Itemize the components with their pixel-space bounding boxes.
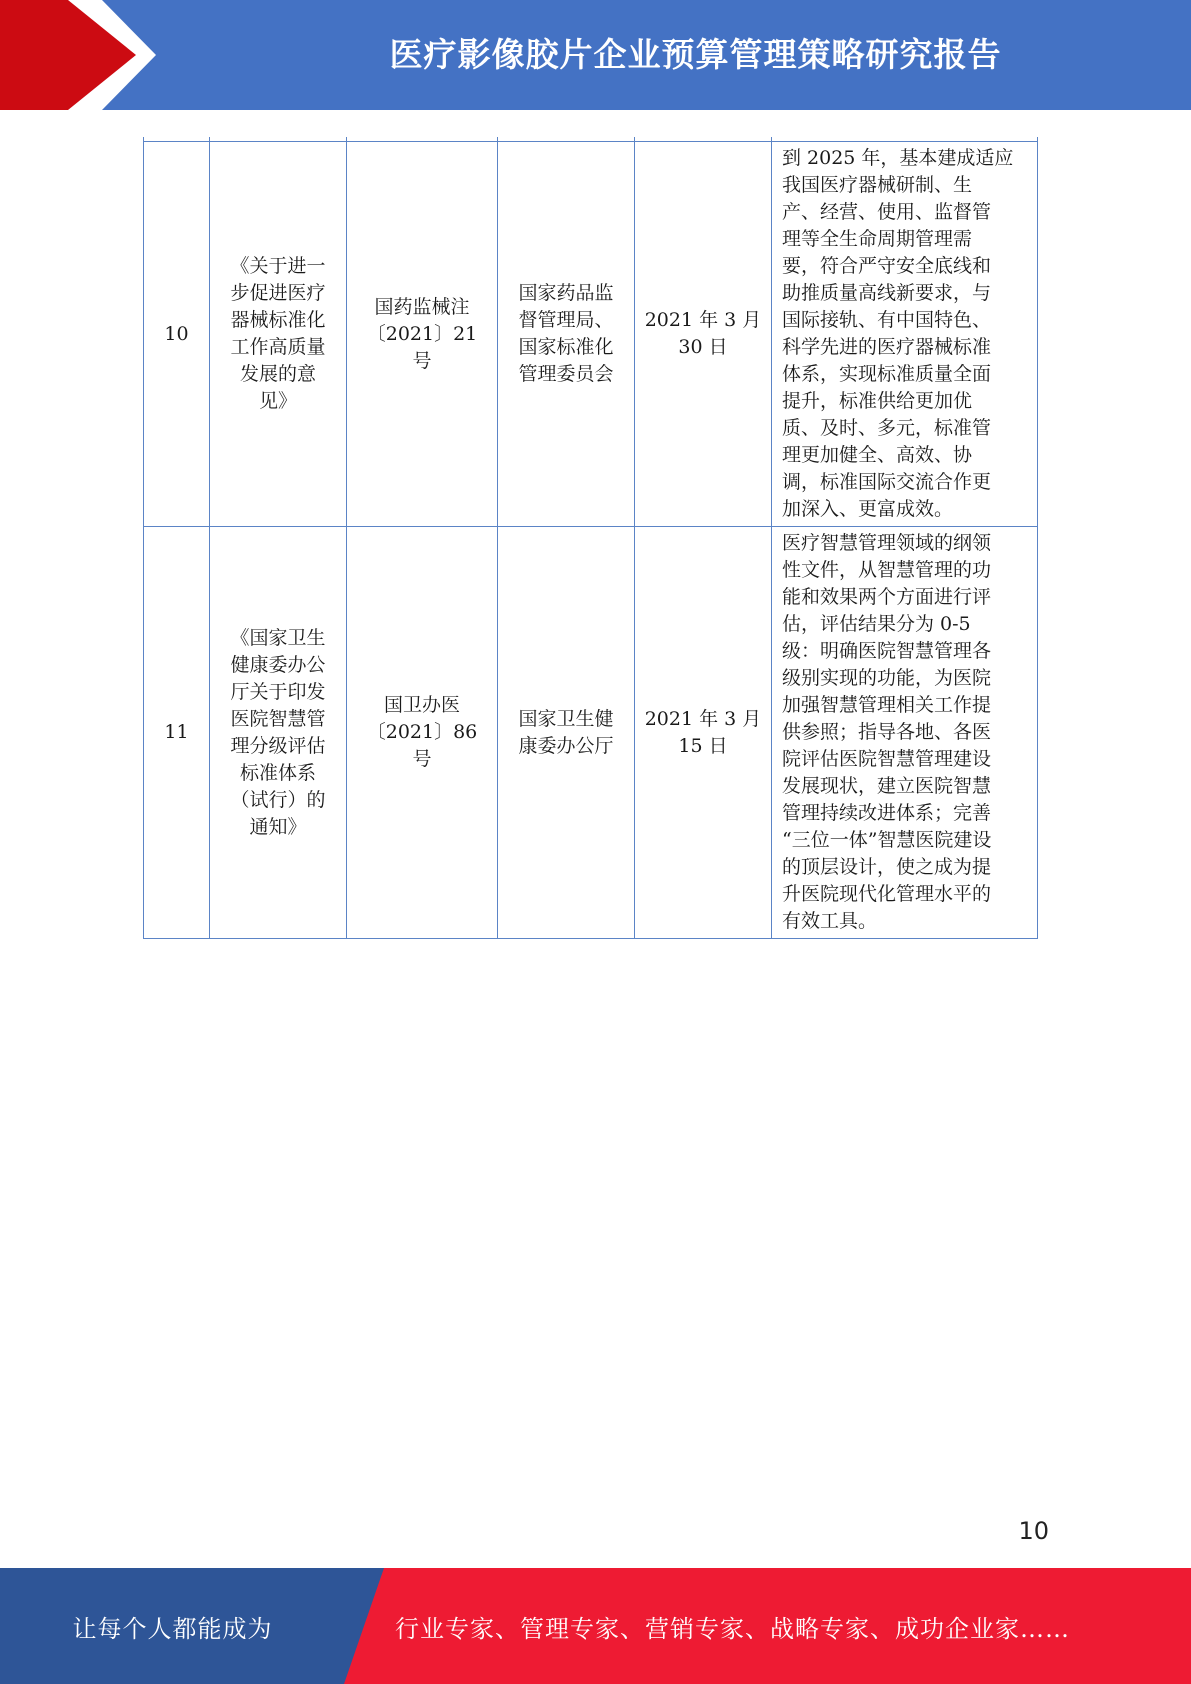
table-row — [144, 142, 1038, 527]
cell-text-line: “三位一体”智慧医院建设 — [782, 829, 992, 851]
cell-text-line: 通知》 — [249, 815, 307, 838]
cell-text-line: 理更加健全、高效、协 — [782, 444, 973, 466]
cell-text-line: 到 2025 年，基本建成适应 — [782, 147, 1014, 169]
cell-text-line: 供参照；指导各地、各医 — [782, 721, 992, 743]
cell-text-line: 要，符合严守安全底线和 — [782, 255, 992, 277]
cell-text-line: 性文件，从智慧管理的功 — [782, 559, 992, 581]
footer-slogan-left: 让每个人都能成为 — [72, 1614, 273, 1643]
policy-name-cell — [210, 142, 347, 527]
cell-text-line: 《国家卫生 — [230, 626, 326, 649]
cell-text-line: 督管理局、 — [518, 309, 614, 331]
cell-text-line: 2021 年 3 月 — [644, 309, 762, 331]
cell-text-line: 加强智慧管理相关工作提 — [782, 694, 992, 716]
date-cell — [635, 142, 772, 527]
cell-text-line: 产、经营、使用、监督管 — [782, 201, 992, 223]
page-footer — [0, 1568, 1191, 1684]
cell-text-line: （试行）的 — [230, 788, 326, 811]
cell-text-line: 医疗智慧管理领域的纲领 — [782, 532, 992, 554]
description-cell — [772, 527, 1038, 939]
policy-name-cell — [210, 527, 347, 939]
cell-text-line: 有效工具。 — [782, 910, 878, 932]
cell-text-line: 医院智慧管 — [230, 707, 326, 730]
cell-text-line: 级：明确医院智慧管理各 — [782, 640, 992, 662]
cell-text-line: 提升，标准供给更加优 — [782, 390, 973, 412]
page-header — [0, 0, 1191, 110]
cell-text-line: 步促进医疗 — [230, 282, 326, 304]
row-number-cell: 11 — [144, 527, 210, 939]
date-cell — [635, 527, 772, 939]
cell-text-line: 体系，实现标准质量全面 — [782, 363, 992, 385]
cell-text-line: 我国医疗器械研制、生 — [782, 174, 973, 196]
cell-text-line: 见》 — [258, 390, 297, 412]
cell-text-line: 助推质量高线新要求，与 — [782, 282, 992, 304]
cell-text-line: 发展的意 — [239, 363, 316, 385]
cell-text-line: 标准体系 — [239, 761, 316, 784]
cell-text-line: 国家卫生健 — [518, 707, 614, 730]
document-number-cell — [347, 527, 498, 939]
cell-text-line: 管理委员会 — [518, 363, 614, 385]
cell-text-line: 升医院现代化管理水平的 — [782, 883, 992, 905]
cell-text-line: 质、及时、多元，标准管 — [782, 417, 992, 439]
cell-text-line: 国际接轨、有中国特色、 — [782, 309, 992, 331]
document-number-cell — [347, 142, 498, 527]
cell-text-line: 国卫办医 — [383, 694, 460, 716]
cell-text-line: 发展现状，建立医院智慧 — [782, 775, 992, 797]
cell-text-line: 国家药品监 — [518, 282, 614, 304]
cell-text-line: 科学先进的医疗器械标准 — [782, 336, 992, 358]
cell-text-line: 的顶层设计，使之成为提 — [782, 856, 992, 878]
cell-text-line: 康委办公厅 — [518, 734, 614, 757]
cell-text-line: 国药监械注 — [374, 295, 470, 318]
cell-text-line: 厅关于印发 — [230, 680, 326, 703]
footer-slogan-right: 行业专家、管理专家、营销专家、战略专家、成功企业家…… — [395, 1614, 1070, 1643]
cell-text-line: 《关于进一 — [230, 255, 326, 277]
cell-text-line: 管理持续改进体系；完善 — [782, 802, 992, 824]
cell-text-line: 器械标准化 — [230, 309, 326, 331]
cell-text-line: 估，评估结果分为 0-5 — [782, 613, 971, 635]
report-title: 医疗影像胶片企业预算管理策略研究报告 — [389, 35, 1002, 74]
cell-text-line: 院评估医院智慧管理建设 — [782, 748, 992, 770]
cell-text-line: 调，标准国际交流合作更 — [782, 471, 992, 493]
cell-text-line: 能和效果两个方面进行评 — [782, 586, 992, 608]
cell-text-line: 理等全生命周期管理需 — [782, 228, 973, 250]
cell-text-line: 健康委办公 — [230, 653, 326, 676]
cell-text-line: 15 日 — [678, 734, 728, 757]
cell-text-line: 工作高质量 — [230, 336, 326, 358]
issuer-cell — [498, 527, 635, 939]
cell-text-line: 〔2021〕86 号 — [366, 721, 478, 770]
cell-text-line: 2021 年 3 月 — [644, 707, 762, 730]
cell-text-line: 理分级评估 — [230, 734, 326, 757]
policy-table — [143, 137, 1038, 939]
table-row — [144, 527, 1038, 939]
page-number: 10 — [1018, 1517, 1049, 1545]
description-cell — [772, 142, 1038, 527]
issuer-cell — [498, 142, 635, 527]
cell-text-line: 30 日 — [678, 336, 728, 358]
cell-text-line: 国家标准化 — [518, 336, 614, 358]
cell-text-line: 级别实现的功能，为医院 — [782, 667, 992, 689]
cell-text-line: 〔2021〕21 号 — [366, 322, 478, 372]
cell-text-line: 加深入、更富成效。 — [782, 498, 954, 520]
row-number-cell: 10 — [144, 142, 210, 527]
